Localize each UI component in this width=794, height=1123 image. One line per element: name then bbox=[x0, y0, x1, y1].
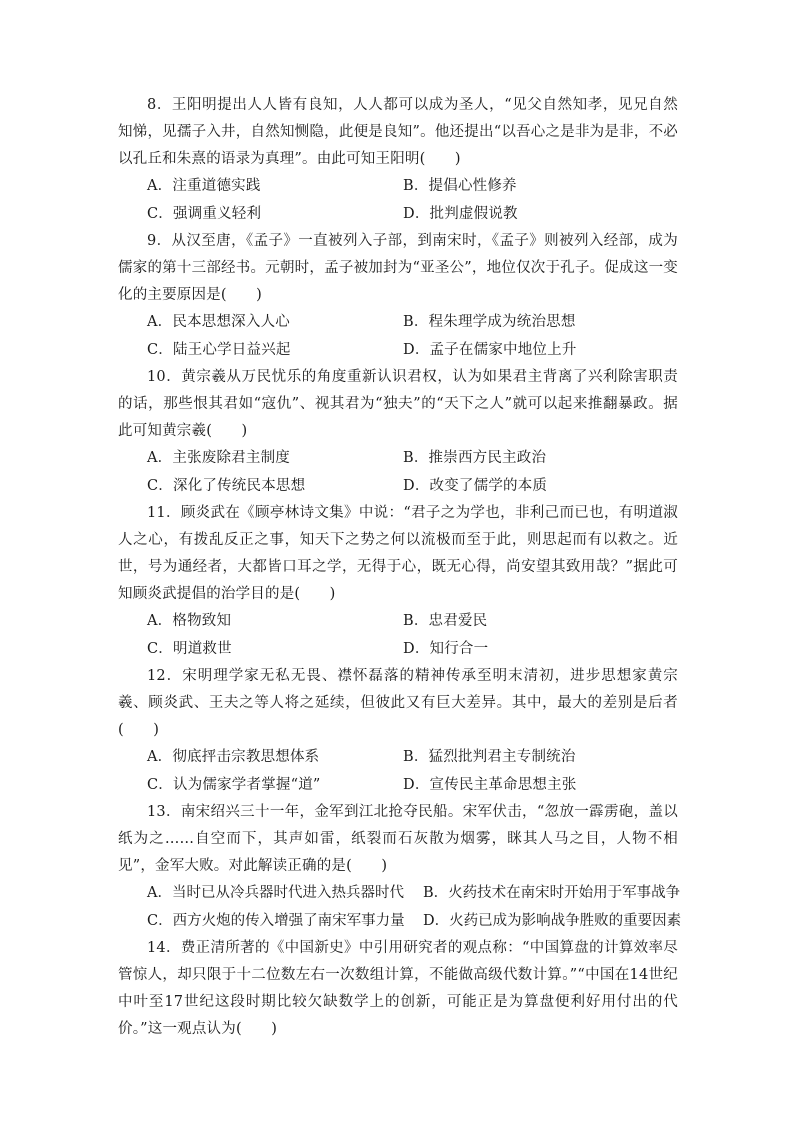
answer-options bbox=[118, 880, 682, 935]
option-a: A．主张废除君主制度 bbox=[147, 450, 290, 466]
option-d: D．改变了儒学的本质 bbox=[403, 477, 548, 494]
option-a: A．民本思想深入人心 bbox=[147, 314, 290, 330]
option-a: A．当时已从冷兵器时代进入热兵器时代 bbox=[147, 885, 404, 901]
option-b: B．猛烈批判君主专制统治 bbox=[403, 749, 576, 765]
question-stem: 14．费正清所著的《中国新史》中引用研究者的观点称：“中国算盘的计算效率尽管惊人，却只限于十二位数左右一次数组计算，不能做高级代数计算。”“中国在14世纪中叶至17世纪这段时期比较欠缺数学上的创新，可能正是为算盘便利好用付出的代价。”这一观点认为( ) bbox=[118, 940, 678, 1037]
option-c: C．西方火炮的传入增强了南宋军事力量 bbox=[147, 912, 405, 929]
answer-options bbox=[118, 744, 678, 799]
question-14 bbox=[118, 935, 678, 1043]
option-c: C．明道救世 bbox=[147, 640, 232, 657]
option-c: C．陆王心学日益兴起 bbox=[147, 341, 291, 358]
option-c: C．强调重义轻利 bbox=[147, 205, 262, 222]
option-d: D．知行合一 bbox=[403, 640, 489, 657]
question-8 bbox=[118, 92, 678, 228]
option-b: B．推崇西方民主政治 bbox=[403, 450, 547, 466]
option-b: B．火药技术在南宋时开始用于军事战争 bbox=[423, 885, 681, 901]
question-13 bbox=[118, 799, 682, 935]
option-b: B．程朱理学成为统治思想 bbox=[403, 314, 576, 330]
question-9 bbox=[118, 228, 678, 364]
question-stem: 10．黄宗羲从万民忧乐的角度重新认识君权，认为如果君主背离了兴利除害职责的话，那些恨其君如“寇仇”、视其君为“独夫”的“天下之人”就可以起来推翻暴政。据此可知黄宗羲( ) bbox=[118, 369, 678, 439]
answer-options bbox=[118, 445, 678, 500]
question-stem: 9．从汉至唐，《孟子》一直被列入子部，到南宋时，《孟子》则被列入经部，成为儒家的第十三部经书。元朝时，孟子被加封为“亚圣公”，地位仅次于孔子。促成这一变化的主要原因是( ) bbox=[118, 233, 678, 303]
answer-options bbox=[118, 608, 678, 663]
answer-options bbox=[118, 309, 678, 364]
question-stem: 13．南宋绍兴三十一年，金军到江北抢夺民船。宋军伏击，“忽放一霹雳砲，盖以纸为之……自空而下，其声如雷，纸裂而石灰散为烟雾，眯其人马之目，人物不相见”，金军大败。对此解读正确的是( ) bbox=[118, 804, 678, 874]
option-c: C．深化了传统民本思想 bbox=[147, 477, 306, 494]
option-d: D．火药已成为影响战争胜败的重要因素 bbox=[423, 912, 682, 929]
exam-page bbox=[118, 92, 682, 1043]
option-b: B．提倡心性修养 bbox=[403, 178, 517, 194]
question-11 bbox=[118, 500, 678, 663]
option-d: D．批判虚假说教 bbox=[403, 205, 518, 222]
question-stem: 8．王阳明提出人人皆有良知，人人都可以成为圣人，“见父自然知孝，见兄自然知悌，见孺子入井，自然知恻隐，此便是良知”。他还提出“以吾心之是非为是非，不必以孔丘和朱熹的语录为真理”。由此可知王阳明( ) bbox=[118, 97, 678, 167]
answer-options bbox=[118, 173, 678, 228]
question-10 bbox=[118, 364, 678, 500]
question-stem: 12．宋明理学家无私无畏、襟怀磊落的精神传承至明末清初，进步思想家黄宗羲、顾炎武、王夫之等人将之延续，但彼此又有巨大差异。其中，最大的差别是后者( ) bbox=[118, 668, 678, 738]
question-12 bbox=[118, 663, 678, 799]
option-a: A．注重道德实践 bbox=[147, 178, 261, 194]
question-stem: 11．顾炎武在《顾亭林诗文集》中说：“君子之为学也，非利己而已也，有明道淑人之心，有拨乱反正之事，知天下之势之何以流极而至于此，则思起而有以救之。近世，号为通经者，大都皆口耳之学，无得于心，既无心得，尚安望其致用哉？”据此可知顾炎武提倡的治学目的是( ) bbox=[118, 505, 678, 602]
option-a: A．彻底抨击宗教思想体系 bbox=[147, 749, 320, 765]
option-a: A．格物致知 bbox=[147, 613, 232, 629]
option-c: C．认为儒家学者掌握“道” bbox=[147, 776, 321, 793]
option-d: D．宣传民主革命思想主张 bbox=[403, 776, 577, 793]
option-d: D．孟子在儒家中地位上升 bbox=[403, 341, 577, 358]
option-b: B．忠君爱民 bbox=[403, 613, 488, 629]
